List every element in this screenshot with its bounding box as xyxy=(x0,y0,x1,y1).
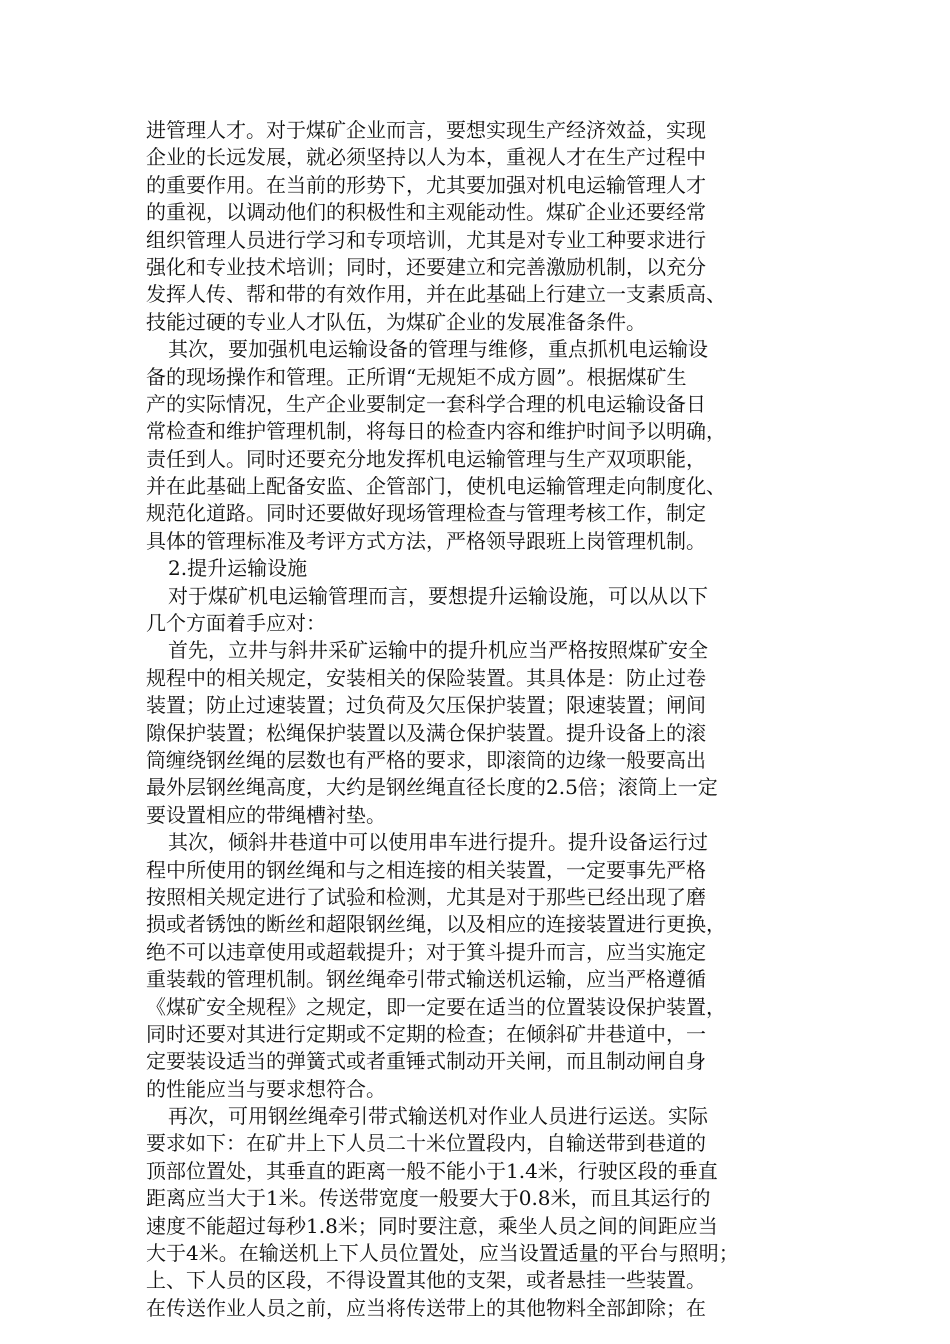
text-line: 装置；防止过速装置；过负荷及欠压保护装置；限速装置；闸间 xyxy=(146,693,706,718)
text-line: 损或者锈蚀的断丝和超限钢丝绳，以及相应的连接装置进行更换， xyxy=(146,912,726,937)
text-line: 技能过硬的专业人才队伍，为煤矿企业的发展准备条件。 xyxy=(146,309,646,334)
text-line: 对于煤矿机电运输管理而言，要想提升运输设施，可以从以下 xyxy=(168,583,708,608)
text-line: 的重视，以调动他们的积极性和主观能动性。煤矿企业还要经常 xyxy=(146,200,706,225)
text-line: 企业的长远发展，就必须坚持以人为本，重视人才在生产过程中 xyxy=(146,145,706,170)
text-line: 筒缠绕钢丝绳的层数也有严格的要求，即滚筒的边缘一般要高出 xyxy=(146,747,706,772)
text-line: 同时还要对其进行定期或不定期的检查；在倾斜矿井巷道中，一 xyxy=(146,1021,706,1046)
text-line: 其次，倾斜井巷道中可以使用串车进行提升。提升设备运行过 xyxy=(168,830,708,855)
text-line: 首先，立井与斜井采矿运输中的提升机应当严格按照煤矿安全 xyxy=(168,638,708,663)
text-line: 隙保护装置；松绳保护装置以及满仓保护装置。提升设备上的滚 xyxy=(146,720,706,745)
text-line: 规范化道路。同时还要做好现场管理检查与管理考核工作，制定 xyxy=(146,501,706,526)
text-line: 2.提升运输设施 xyxy=(168,556,308,581)
text-line: 再次，可用钢丝绳牵引带式输送机对作业人员进行运送。实际 xyxy=(168,1104,708,1129)
text-line: 几个方面着手应对： xyxy=(146,611,326,636)
text-line: 要求如下：在矿井上下人员二十米位置段内，自输送带到巷道的 xyxy=(146,1131,706,1156)
text-line: 备的现场操作和管理。正所谓“无规矩不成方圆”。根据煤矿生 xyxy=(146,364,687,389)
text-line: 强化和专业技术培训；同时，还要建立和完善激励机制，以充分 xyxy=(146,254,706,279)
text-line: 的性能应当与要求想符合。 xyxy=(146,1076,386,1101)
text-line: 速度不能超过每秒1.8米；同时要注意，乘坐人员之间的间距应当 xyxy=(146,1213,718,1238)
text-line: 在传送作业人员之前，应当将传送带上的其他物料全部卸除；在 xyxy=(146,1295,706,1320)
text-line: 发挥人传、帮和带的有效作用，并在此基础上行建立一支素质高、 xyxy=(146,282,726,307)
text-line: 其次，要加强机电运输设备的管理与维修，重点抓机电运输设 xyxy=(168,337,708,362)
text-line: 绝不可以违章使用或超载提升；对于箕斗提升而言，应当实施定 xyxy=(146,939,706,964)
text-line: 并在此基础上配备安监、企管部门，使机电运输管理走向制度化、 xyxy=(146,474,726,499)
text-line: 产的实际情况，生产企业要制定一套科学合理的机电运输设备日 xyxy=(146,391,706,416)
text-line: 大于4米。在输送机上下人员位置处，应当设置适量的平台与照明； xyxy=(146,1241,739,1266)
text-line: 距离应当大于1米。传送带宽度一般要大于0.8米，而且其运行的 xyxy=(146,1186,711,1211)
text-line: 定要装设适当的弹簧式或者重锤式制动开关闸，而且制动闸自身 xyxy=(146,1049,706,1074)
text-line: 程中所使用的钢丝绳和与之相连接的相关装置，一定要事先严格 xyxy=(146,857,706,882)
body-text xyxy=(146,117,796,1322)
text-line: 按照相关规定进行了试验和检测，尤其是对于那些已经出现了磨 xyxy=(146,884,706,909)
text-line: 的重要作用。在当前的形势下，尤其要加强对机电运输管理人才 xyxy=(146,172,706,197)
text-line: 责任到人。同时还要充分地发挥机电运输管理与生产双项职能， xyxy=(146,446,706,471)
text-line: 要设置相应的带绳槽衬垫。 xyxy=(146,802,386,827)
text-line: 《煤矿安全规程》之规定，即一定要在适当的位置装设保护装置， xyxy=(146,994,726,1019)
text-line: 上、下人员的区段，不得设置其他的支架，或者悬挂一些装置。 xyxy=(146,1268,706,1293)
text-line: 规程中的相关规定，安装相关的保险装置。其具体是：防止过卷 xyxy=(146,665,706,690)
text-line: 顶部位置处，其垂直的距离一般不能小于1.4米，行驶区段的垂直 xyxy=(146,1158,718,1183)
text-line: 重装载的管理机制。钢丝绳牵引带式输送机运输，应当严格遵循 xyxy=(146,967,706,992)
text-line: 组织管理人员进行学习和专项培训，尤其是对专业工种要求进行 xyxy=(146,227,706,252)
text-line: 具体的管理标准及考评方式方法，严格领导跟班上岗管理机制。 xyxy=(146,528,706,553)
text-line: 进管理人才。对于煤矿企业而言，要想实现生产经济效益，实现 xyxy=(146,118,706,142)
text-line: 最外层钢丝绳高度，大约是钢丝绳直径长度的2.5倍；滚筒上一定 xyxy=(146,775,718,800)
text-line: 常检查和维护管理机制，将每日的检查内容和维护时间予以明确， xyxy=(146,419,726,444)
